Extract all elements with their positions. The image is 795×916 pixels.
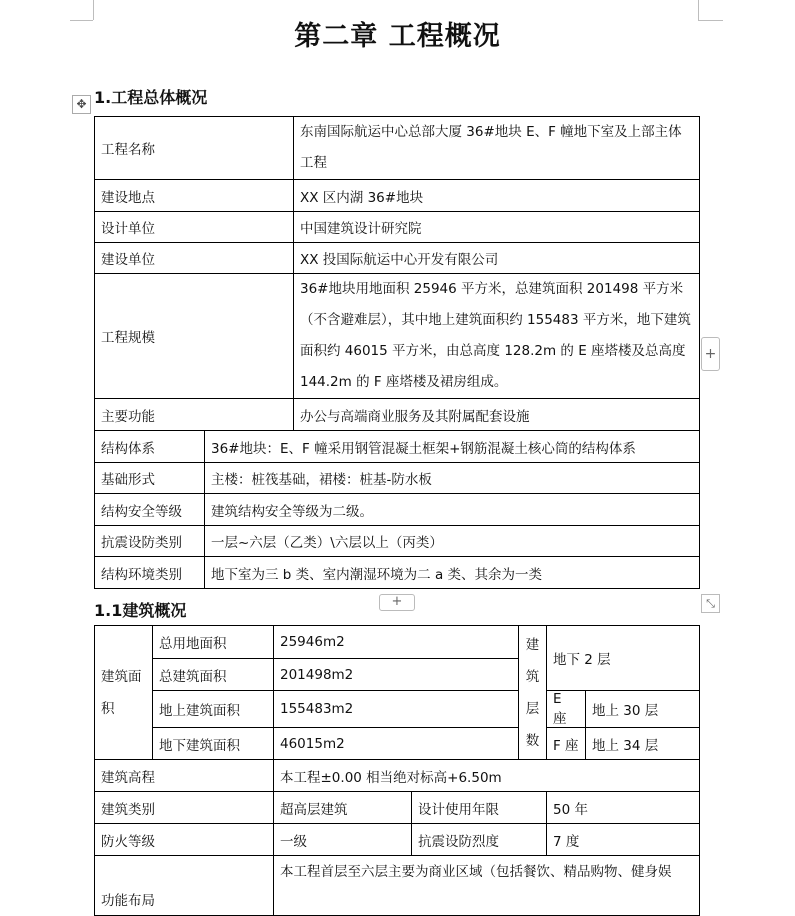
section-title: 1.1建筑概况 bbox=[94, 601, 187, 620]
table-cell-value[interactable]: 建筑结构安全等级为二级。 bbox=[205, 494, 700, 526]
table-cell-label[interactable]: 地下建筑面积 bbox=[153, 728, 274, 760]
table-resize-handle[interactable] bbox=[701, 594, 720, 613]
table-cell-value[interactable]: 本工程首层至六层主要为商业区域（包括餐饮、精品购物、健身娱 bbox=[274, 856, 700, 916]
table-cell-label[interactable]: 建筑类别 bbox=[95, 792, 274, 824]
table-cell-value[interactable]: XX 区内湖 36#地块 bbox=[294, 180, 700, 212]
table-row bbox=[95, 824, 700, 856]
table-row bbox=[95, 760, 700, 792]
table-cell-label[interactable]: 基础形式 bbox=[95, 463, 205, 494]
table-row bbox=[95, 691, 700, 728]
table-cell-value[interactable]: 36#地块：E、F 幢采用钢管混凝土框架+钢筋混凝土核心筒的结构体系 bbox=[205, 431, 700, 463]
table-cell-label[interactable]: 设计使用年限 bbox=[412, 792, 547, 824]
table-cell-value[interactable]: 7 度 bbox=[547, 824, 700, 856]
table-cell-value[interactable]: 36#地块用地面积 25946 平方米，总建筑面积 201498 平方米（不含避难层），其中地上建筑面积约 155483 平方米，地下建筑面积约 46015 平方米，由总高度 128.2m 的 E 座塔楼及总高度 144.2m 的 F 座塔楼及裙房组成。 bbox=[294, 274, 700, 399]
table-cell-label[interactable]: F 座 bbox=[547, 728, 586, 760]
project-overview-table bbox=[94, 116, 700, 589]
table-cell-value[interactable]: 一级 bbox=[274, 824, 412, 856]
table-cell-label[interactable]: 建筑高程 bbox=[95, 760, 274, 792]
building-overview-table bbox=[94, 625, 700, 916]
table-row bbox=[95, 431, 700, 463]
table-cell-label[interactable]: 结构环境类别 bbox=[95, 557, 205, 589]
table-cell-value[interactable]: 东南国际航运中心总部大厦 36#地块 E、F 幢地下室及上部主体工程 bbox=[294, 117, 700, 180]
table-cell-value[interactable]: 一层~六层（乙类）\六层以上（丙类） bbox=[205, 526, 700, 557]
table-row bbox=[95, 274, 700, 399]
table-cell-value[interactable]: 201498m2 bbox=[274, 659, 519, 691]
table-cell-value[interactable]: 地下 2 层 bbox=[547, 626, 700, 691]
table-cell-value[interactable]: 办公与高端商业服务及其附属配套设施 bbox=[294, 399, 700, 431]
floors-label-char: 数 bbox=[525, 732, 540, 749]
table-row bbox=[95, 557, 700, 589]
table-cell-label[interactable]: 工程名称 bbox=[95, 117, 294, 180]
table-cell-value[interactable]: 地下室为三 b 类、室内潮湿环境为二 a 类、其余为一类 bbox=[205, 557, 700, 589]
table-cell-label[interactable]: 功能布局 bbox=[95, 856, 274, 916]
table-move-handle[interactable] bbox=[72, 95, 91, 114]
table-row bbox=[95, 180, 700, 212]
table-cell-label[interactable]: 工程规模 bbox=[95, 274, 294, 399]
table-cell-label[interactable] bbox=[519, 626, 547, 760]
add-column-button[interactable] bbox=[701, 337, 720, 371]
table-row bbox=[95, 792, 700, 824]
table-cell-value[interactable]: 地上 30 层 bbox=[586, 691, 700, 728]
table-cell-label[interactable]: 总建筑面积 bbox=[153, 659, 274, 691]
table-cell-label[interactable]: E 座 bbox=[547, 691, 586, 728]
table-cell-label[interactable]: 结构体系 bbox=[95, 431, 205, 463]
floors-label-char: 层 bbox=[525, 700, 540, 717]
plus-icon: + bbox=[391, 594, 403, 609]
table-cell-value[interactable]: XX 投国际航运中心开发有限公司 bbox=[294, 243, 700, 274]
section-title: 1.工程总体概况 bbox=[94, 88, 208, 107]
table-cell-label[interactable]: 总用地面积 bbox=[153, 626, 274, 659]
floors-label-char: 筑 bbox=[525, 668, 540, 685]
table-cell-label[interactable]: 建设单位 bbox=[95, 243, 294, 274]
table-row bbox=[95, 856, 700, 916]
table-cell-value[interactable]: 中国建筑设计研究院 bbox=[294, 212, 700, 243]
table-cell-value[interactable]: 超高层建筑 bbox=[274, 792, 412, 824]
chapter-title: 第二章 工程概况 bbox=[294, 21, 501, 52]
table-row bbox=[95, 494, 700, 526]
table-cell-value[interactable]: 地上 34 层 bbox=[586, 728, 700, 760]
table-cell-label[interactable]: 抗震设防烈度 bbox=[412, 824, 547, 856]
resize-icon: ⤡ bbox=[706, 597, 715, 610]
table-row bbox=[95, 399, 700, 431]
table-cell-label[interactable]: 设计单位 bbox=[95, 212, 294, 243]
table-cell-label[interactable]: 建设地点 bbox=[95, 180, 294, 212]
area-label-line: 建筑面 bbox=[101, 668, 142, 685]
table-cell-value[interactable]: 本工程±0.00 相当绝对标高+6.50m bbox=[274, 760, 700, 792]
add-row-button[interactable] bbox=[379, 594, 415, 611]
table-row bbox=[95, 117, 700, 180]
table-cell-value[interactable]: 50 年 bbox=[547, 792, 700, 824]
area-label-line: 积 bbox=[101, 700, 115, 717]
table-row bbox=[95, 463, 700, 494]
table-cell-value[interactable]: 25946m2 bbox=[274, 626, 519, 659]
floors-label-char: 建 bbox=[525, 636, 540, 653]
table-row bbox=[95, 526, 700, 557]
table-row bbox=[95, 728, 700, 760]
table-row bbox=[95, 626, 700, 659]
table-cell-label[interactable] bbox=[95, 626, 153, 760]
table-row bbox=[95, 243, 700, 274]
table-row bbox=[95, 212, 700, 243]
table-cell-label[interactable]: 抗震设防类别 bbox=[95, 526, 205, 557]
table-cell-label[interactable]: 地上建筑面积 bbox=[153, 691, 274, 728]
table-cell-label[interactable]: 主要功能 bbox=[95, 399, 294, 431]
move-icon: ✥ bbox=[76, 97, 87, 111]
plus-icon: + bbox=[704, 346, 717, 362]
table-cell-value[interactable]: 155483m2 bbox=[274, 691, 519, 728]
table-cell-label[interactable]: 防火等级 bbox=[95, 824, 274, 856]
table-cell-label[interactable]: 结构安全等级 bbox=[95, 494, 205, 526]
table-cell-value[interactable]: 46015m2 bbox=[274, 728, 519, 760]
table-cell-value[interactable]: 主楼：桩筏基础，裙楼：桩基-防水板 bbox=[205, 463, 700, 494]
